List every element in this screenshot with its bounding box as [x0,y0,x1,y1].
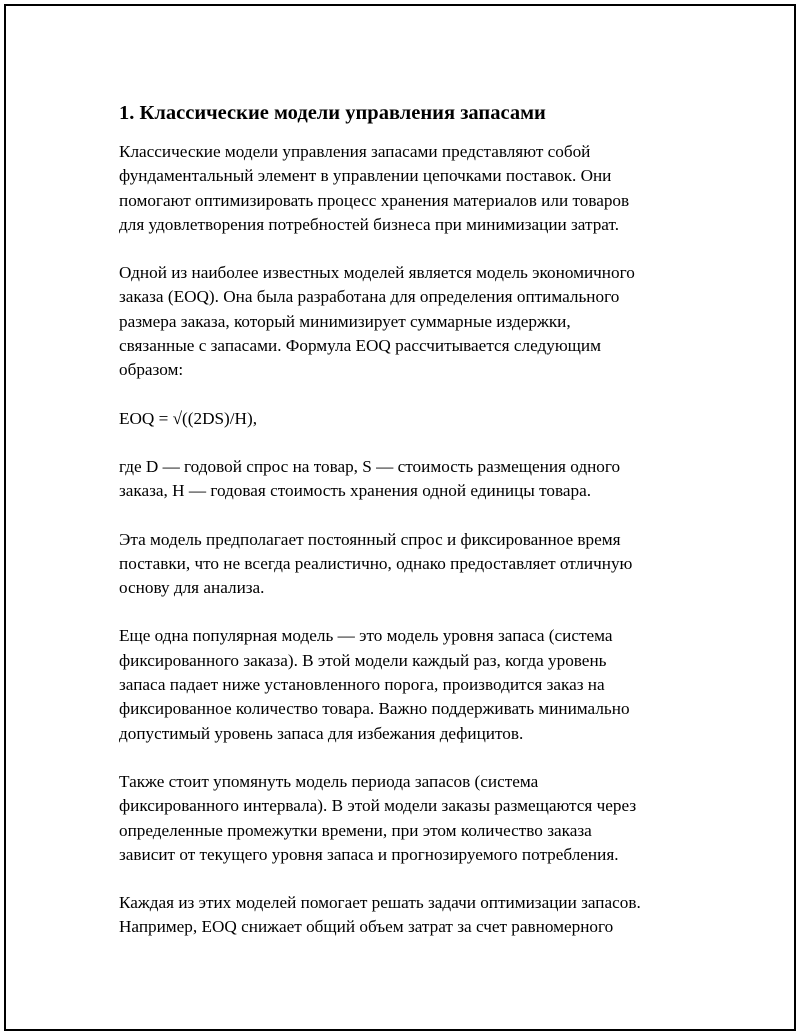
paragraph-eoq-assumptions: Эта модель предполагает постоянный спрос и фиксированное время поставки, что не всегда реалистично, однако предоставляет отличную основу для анализа. [119,529,633,598]
paragraph-formula-legend: где D — годовой спрос на товар, S — стоимость размещения одного заказа, H — годовая стоимость хранения одной единицы товара. [119,456,621,501]
page-frame [4,4,796,1031]
document-body [119,99,719,964]
paragraph-conclusion: Каждая из этих моделей помогает решать задачи оптимизации запасов. Например, EOQ снижает общий объем затрат за счет равномерного [119,893,641,937]
section-heading: 1. Классические модели управления запасами [119,102,546,124]
paragraph-eoq-formula: EOQ = √((2DS)/H), [119,408,257,428]
paragraph-reorder-level-model: Еще одна популярная модель — это модель уровня запаса (система фиксированного заказа). В этой модели каждый раз, когда уровень запаса падает ниже установленного порога, производится заказ на фиксированное количество товара. Важно поддерживать минимально допустимый уровень запаса для избежания дефицитов. [119,626,630,743]
paragraph-eoq-model: Одной из наиболее известных моделей является модель экономичного заказа (EOQ). Она была разработана для определения оптимального размера заказа, который минимизирует суммарные издержки, связанные с запасами. Формула EOQ рассчитывается следующим образом: [119,263,635,380]
paragraph-period-model: Также стоит упомянуть модель периода запасов (система фиксированного интервала). В этой модели заказы размещаются через определенные промежутки времени, при этом количество заказа зависит от текущего уровня запаса и прогнозируемого потребления. [119,771,637,864]
paragraph-intro: Классические модели управления запасами представляют собой фундаментальный элемент в управлении цепочками поставок. Они помогают оптимизировать процесс хранения материалов или товаров для удовлетворения потребностей бизнеса при минимизации затрат. [119,142,630,234]
